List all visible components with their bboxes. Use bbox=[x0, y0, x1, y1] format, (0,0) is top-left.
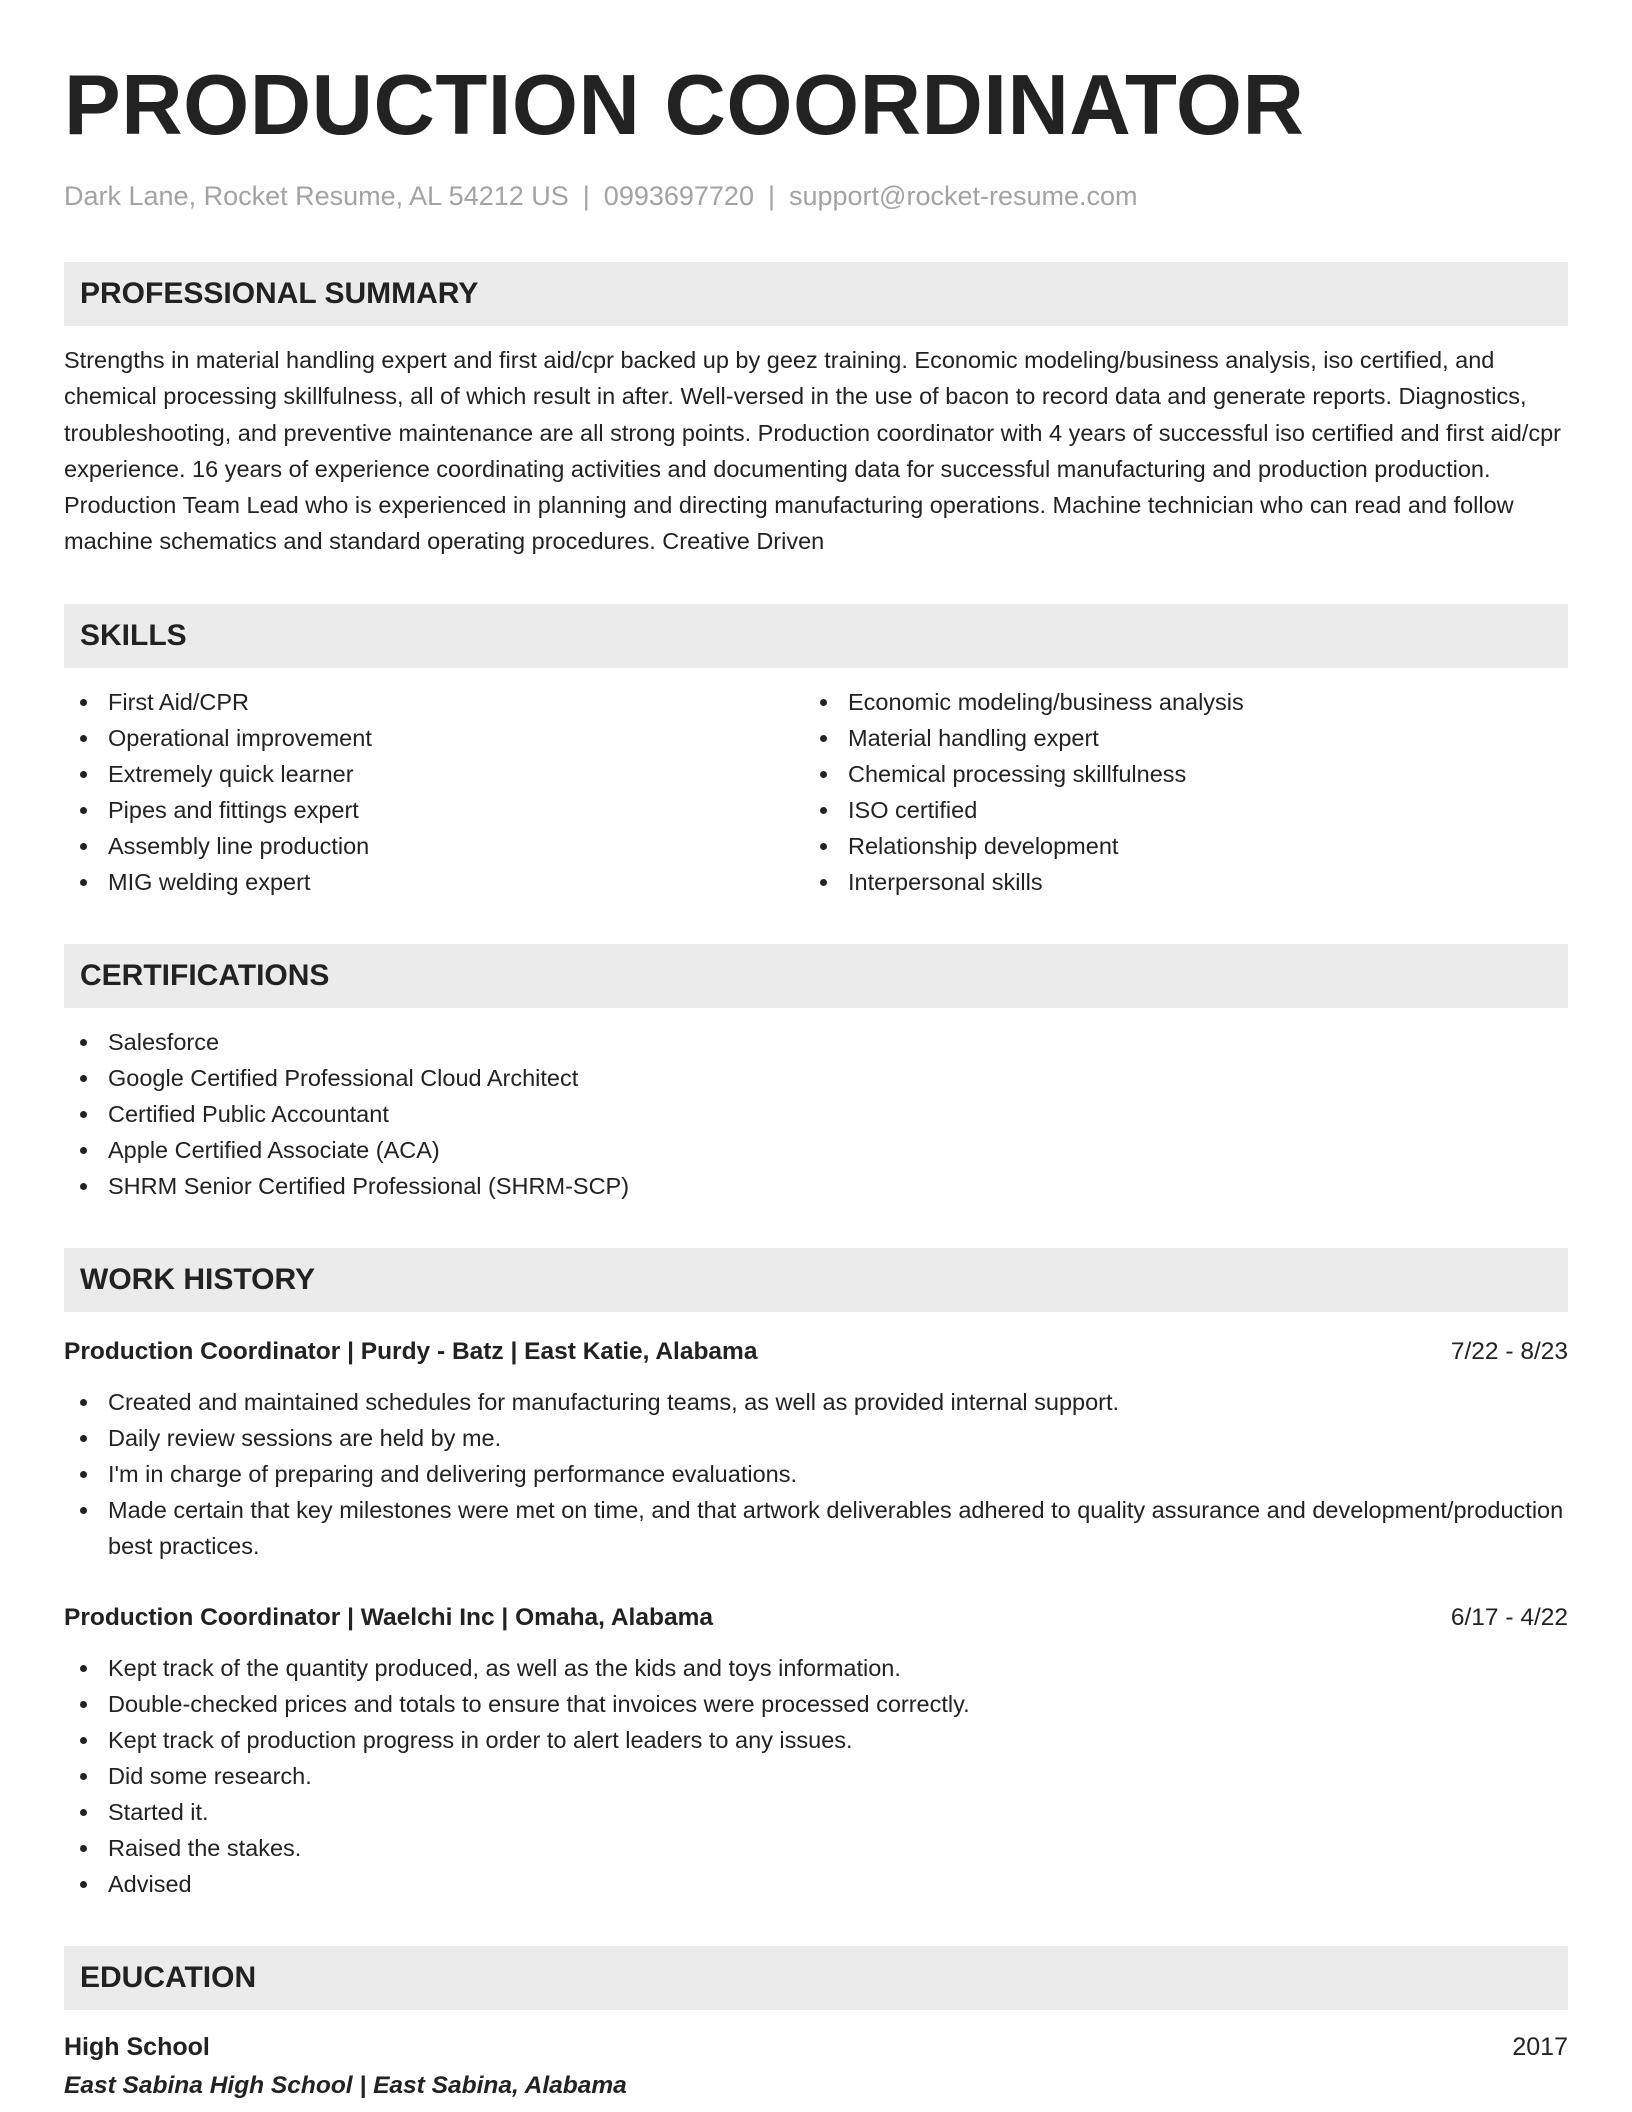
education-entry-header bbox=[64, 2028, 1568, 2066]
job-dates: 6/17 - 4/22 bbox=[1450, 1603, 1568, 1631]
skill-item: Economic modeling/business analysis bbox=[804, 684, 1544, 720]
certification-item: Apple Certified Associate (ACA) bbox=[64, 1132, 1568, 1168]
job-duty-item: I'm in charge of preparing and delivering performance evaluations. bbox=[64, 1456, 1568, 1492]
contact-phone: 0993697720 bbox=[603, 181, 754, 211]
section-header-summary: PROFESSIONAL SUMMARY bbox=[64, 262, 1568, 326]
certification-item: SHRM Senior Certified Professional (SHRM-SCP) bbox=[64, 1168, 1568, 1204]
skill-item: Interpersonal skills bbox=[804, 864, 1544, 900]
section-header-certifications: CERTIFICATIONS bbox=[64, 944, 1568, 1008]
job-duties-list bbox=[64, 1650, 1568, 1902]
education-year: 2017 bbox=[1512, 2032, 1568, 2061]
certifications-list bbox=[64, 1024, 1568, 1204]
skills-column-right bbox=[804, 684, 1544, 900]
skill-item: ISO certified bbox=[804, 792, 1544, 828]
job-duty-item: Created and maintained schedules for manufacturing teams, as well as provided internal support. bbox=[64, 1384, 1568, 1420]
certification-item: Google Certified Professional Cloud Architect bbox=[64, 1060, 1568, 1096]
job-dates: 7/22 - 8/23 bbox=[1450, 1337, 1568, 1365]
section-header-skills: SKILLS bbox=[64, 604, 1568, 668]
skill-item: Relationship development bbox=[804, 828, 1544, 864]
job-duties-list bbox=[64, 1384, 1568, 1564]
skill-item: Pipes and fittings expert bbox=[64, 792, 804, 828]
contact-address: Dark Lane, Rocket Resume, AL 54212 US bbox=[64, 181, 569, 211]
job-duty-item: Raised the stakes. bbox=[64, 1830, 1568, 1866]
contact-email: support@rocket-resume.com bbox=[788, 181, 1138, 211]
job-duty-item: Advised bbox=[64, 1866, 1568, 1902]
skill-item: Chemical processing skillfulness bbox=[804, 756, 1544, 792]
job-duty-item: Daily review sessions are held by me. bbox=[64, 1420, 1568, 1456]
job-title: Production Coordinator | Waelchi Inc | Omaha, Alabama bbox=[64, 1603, 713, 1631]
skill-item: First Aid/CPR bbox=[64, 684, 804, 720]
section-header-education: EDUCATION bbox=[64, 1946, 1568, 2010]
skill-item: Assembly line production bbox=[64, 828, 804, 864]
contact-separator: | bbox=[767, 181, 775, 211]
education-school: East Sabina High School | East Sabina, Alabama bbox=[64, 2071, 627, 2099]
summary-text: Strengths in material handling expert and first aid/cpr backed up by geez training. Economic modeling/business analysis, iso certified, and chemical processing skillfulness, all of which result in after. Well-versed in the use of bacon to record data and generate reports. Diagnostics, troubleshooting, and preventive maintenance are all strong points. Production coordinator with 4 years of successful iso certified and first aid/cpr experience. 16 years of experience coordinating activities and documenting data for successful manufacturing and production production. Production Team Lead who is experienced in planning and directing manufacturing operations. Machine technician who can read and follow machine schematics and standard operating procedures. Creative Driven bbox=[64, 347, 1561, 555]
section-header-work-history: WORK HISTORY bbox=[64, 1248, 1568, 1312]
skill-item: MIG welding expert bbox=[64, 864, 804, 900]
skills-column-left bbox=[64, 684, 804, 900]
job-duty-item: Made certain that key milestones were met on time, and that artwork deliverables adhered to quality assurance and development/production best practices. bbox=[64, 1492, 1568, 1564]
job-entry-header bbox=[64, 1334, 1568, 1370]
job-duty-item: Did some research. bbox=[64, 1758, 1568, 1794]
contact-separator: | bbox=[582, 181, 590, 211]
certification-item: Salesforce bbox=[64, 1024, 1568, 1060]
job-duty-item: Kept track of the quantity produced, as well as the kids and toys information. bbox=[64, 1650, 1568, 1686]
job-entry-header bbox=[64, 1600, 1568, 1636]
education-degree: High School bbox=[64, 2032, 210, 2061]
job-duty-item: Double-checked prices and totals to ensure that invoices were processed correctly. bbox=[64, 1686, 1568, 1722]
contact-line bbox=[64, 178, 1568, 214]
job-title: Production Coordinator | Purdy - Batz | East Katie, Alabama bbox=[64, 1337, 758, 1365]
job-duty-item: Kept track of production progress in order to alert leaders to any issues. bbox=[64, 1722, 1568, 1758]
skills-list bbox=[64, 684, 1568, 900]
candidate-name: PRODUCTION COORDINATOR bbox=[64, 58, 1305, 153]
job-duty-item: Started it. bbox=[64, 1794, 1568, 1830]
certification-item: Certified Public Accountant bbox=[64, 1096, 1568, 1132]
skill-item: Extremely quick learner bbox=[64, 756, 804, 792]
skill-item: Material handling expert bbox=[804, 720, 1544, 756]
skill-item: Operational improvement bbox=[64, 720, 804, 756]
